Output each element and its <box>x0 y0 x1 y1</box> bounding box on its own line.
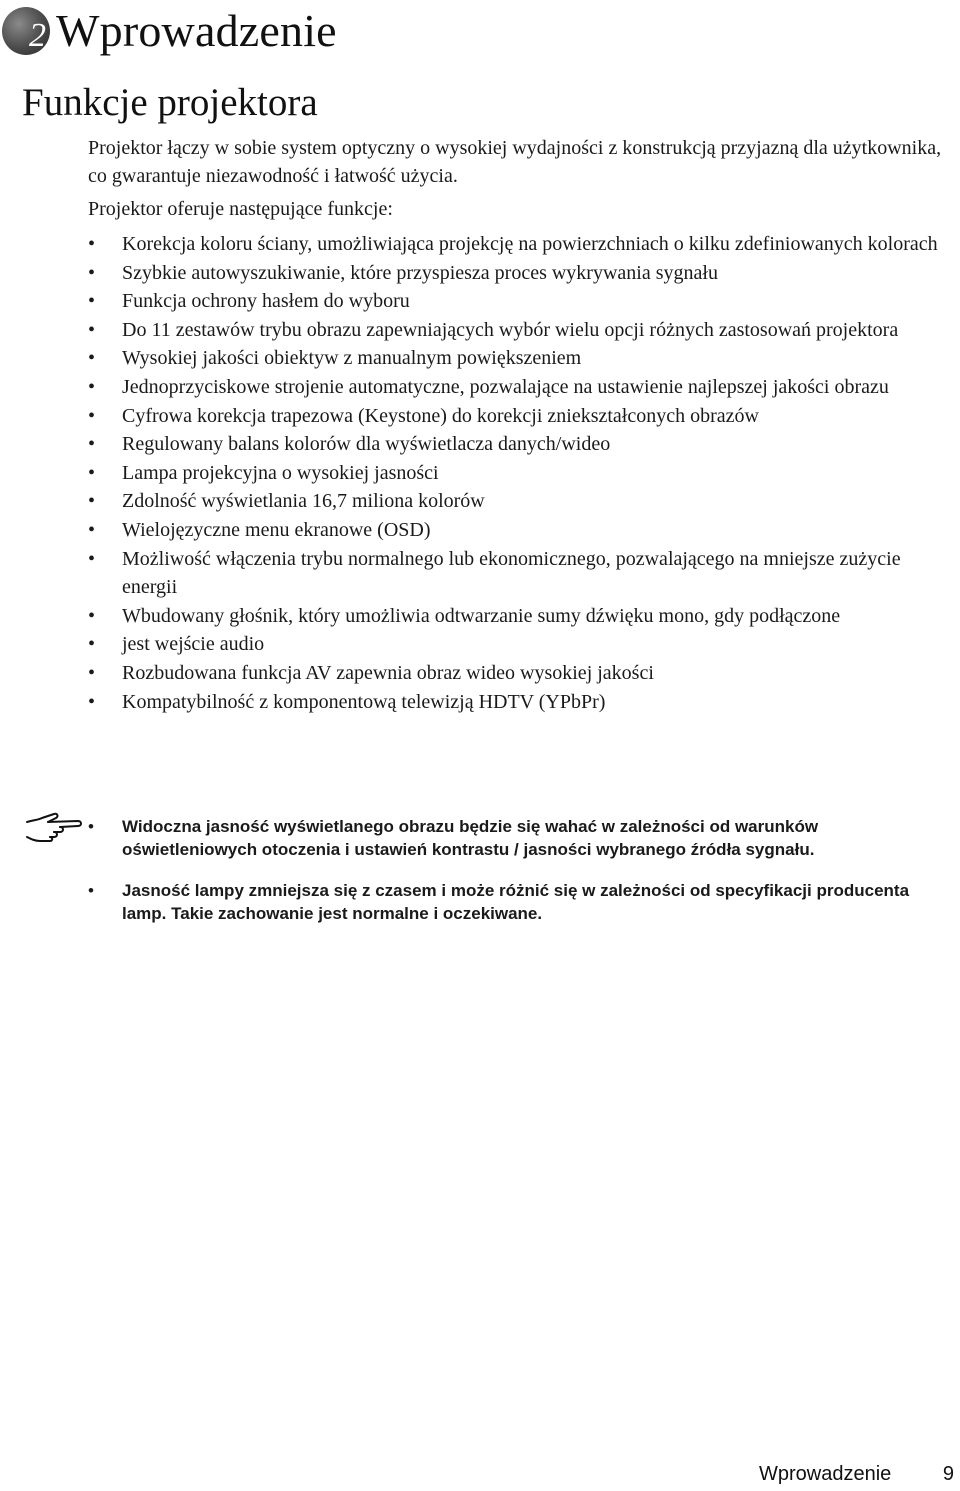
note-item: • Jasność lampy zmniejsza się z czasem i może różnić się w zależności od specyfikacji producenta lamp. Takie zachowanie jest normalne i oczekiwane. <box>88 879 956 925</box>
feature-item: • Funkcja ochrony hasłem do wyboru <box>88 287 956 316</box>
feature-item: • Do 11 zestawów trybu obrazu zapewniających wybór wielu opcji różnych zastosowań projektora <box>88 316 956 345</box>
feature-item: • Kompatybilność z komponentową telewizją HDTV (YPbPr) <box>88 688 956 717</box>
features-lead: Projektor oferuje następujące funkcje: <box>88 198 393 220</box>
section-title: Funkcje projektora <box>22 81 318 124</box>
feature-item: • Cyfrowa korekcja trapezowa (Keystone) do korekcji zniekształconych obrazów <box>88 402 956 431</box>
chapter-badge <box>2 7 50 55</box>
feature-item: • Szybkie autowyszukiwanie, które przyspiesza proces wykrywania sygnału <box>88 259 956 288</box>
chapter-header <box>2 2 337 60</box>
feature-item: • Rozbudowana funkcja AV zapewnia obraz wideo wysokiej jakości <box>88 659 956 688</box>
feature-item: • jest wejście audio <box>88 630 956 659</box>
feature-item: • Możliwość włączenia trybu normalnego lub ekonomicznego, pozwalającego na mniejsze zużycie energii <box>88 545 956 602</box>
chapter-title: Wprowadzenie <box>56 5 337 56</box>
footer-chapter-label: Wprowadzenie <box>759 1463 892 1485</box>
feature-item: • Wbudowany głośnik, który umożliwia odtwarzanie sumy dźwięku mono, gdy podłączone <box>88 602 956 631</box>
feature-item: • Korekcja koloru ściany, umożliwiająca projekcję na powierzchniach o kilku zdefiniowanych kolorach <box>88 230 956 259</box>
feature-item: • Zdolność wyświetlania 16,7 miliona kolorów <box>88 487 956 516</box>
feature-item: • Wielojęzyczne menu ekranowe (OSD) <box>88 516 956 545</box>
intro-paragraph: Projektor łączy w sobie system optyczny o wysokiej wydajności z konstrukcją przyjazną dla użytkownika, co gwarantuje niezawodność i łatwość użycia. <box>88 137 942 187</box>
feature-item: • Jednoprzyciskowe strojenie automatyczne, pozwalające na ustawienie najlepszej jakości obrazu <box>88 373 956 402</box>
page-footer <box>759 1460 954 1488</box>
pointing-hand-icon <box>24 808 88 846</box>
chapter-number: 2 <box>29 17 46 54</box>
notes-list <box>88 815 956 943</box>
features-list <box>88 230 956 716</box>
feature-item: • Lampa projekcyjna o wysokiej jasności <box>88 459 956 488</box>
note-item: • Widoczna jasność wyświetlanego obrazu będzie się wahać w zależności od warunków oświetleniowych otoczenia i ustawień kontrastu / jasności wybranego źródła sygnału. <box>88 815 956 861</box>
feature-item: • Regulowany balans kolorów dla wyświetlacza danych/wideo <box>88 430 956 459</box>
feature-item: • Wysokiej jakości obiektyw z manualnym powiększeniem <box>88 344 956 373</box>
page-number: 9 <box>942 1463 954 1485</box>
